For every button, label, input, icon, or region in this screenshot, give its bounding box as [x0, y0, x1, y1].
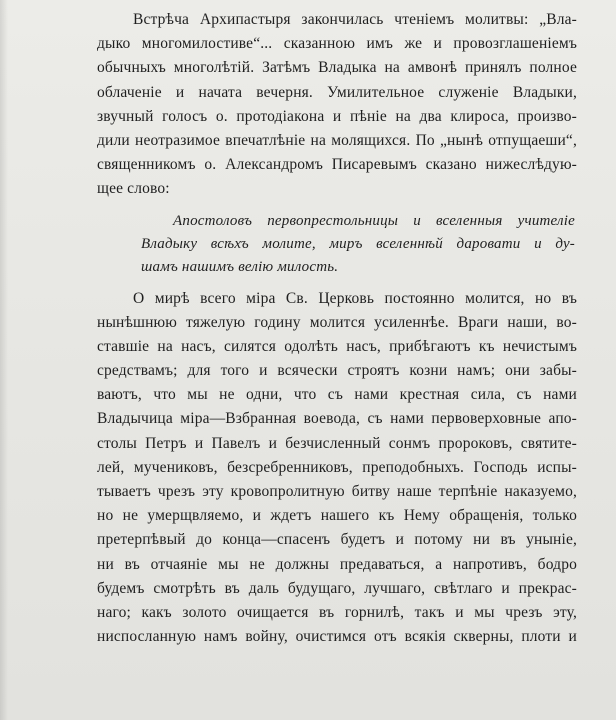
scripture-quote [97, 210, 577, 279]
text-line: Владычица міра—Взбранная воевода, съ нами первоверховные апо- [97, 410, 577, 428]
text-line: нынѣшнюю тяжелую годину молится усиленнѣе. Враги наши, во- [97, 313, 577, 331]
text-line: претерпѣвый до конца—спасенъ будетъ и потому ни въ уныніе, [97, 531, 577, 549]
text-line: будемъ смотрѣть въ даль будущаго, лучшаго, свѣтлаго и прекрас- [97, 579, 577, 597]
text-line: обычныхъ многолѣтій. Затѣмъ Владыка на амвонѣ принялъ полное [97, 59, 577, 77]
text-line: щее слово: [97, 180, 170, 198]
text-line: ваютъ, что мы не одни, что съ нами крестная сила, съ нами [97, 386, 577, 404]
page-text [97, 8, 577, 649]
quote-line: Владыку всѣхъ молите, миръ вселеннѣй даровати и ду- [141, 235, 575, 252]
text-line: тываетъ чрезъ эту кровопролитную битву наше терпѣніе наказуемо, [97, 483, 577, 500]
paragraph-2 [97, 287, 577, 650]
paragraph-gap [97, 202, 577, 210]
text-line: лей, мучениковъ, безсребренниковъ, преподобныхъ. Господь испы- [97, 458, 577, 476]
text-line: звучный голосъ о. протодіакона и пѣніе на два клироса, произво- [97, 107, 577, 125]
text-line: О мирѣ всего міра Св. Церковь постоянно молится, но въ [133, 289, 577, 307]
text-line: дили неотразимое впечатлѣніе на молящихся. По „нынѣ отпущаеши“, [97, 131, 577, 149]
quote-line: шамъ нашимъ велію милость. [141, 258, 339, 275]
text-line: столы Петръ и Павелъ и безчисленный сонмъ пророковъ, святите- [97, 434, 577, 452]
text-line: священникомъ о. Александромъ Писаревымъ сказано нижеслѣдую- [97, 156, 577, 174]
text-line: ни въ отчаяніе мы не должны предаваться, а напротивъ, бодро [97, 555, 577, 573]
text-line: ставшіе на насъ, силятся одолѣть насъ, прибѣгаютъ къ нечистымъ [97, 337, 577, 355]
text-line: средствамъ; для того и всячески строятъ козни намъ; они забы- [97, 362, 577, 380]
paragraph-1 [97, 8, 577, 202]
text-line: но не умерщвляемо, и ждетъ нашего къ Нему обращенія, только [97, 507, 577, 525]
paragraph-gap [97, 279, 577, 287]
quote-line: Апостоловъ первопрестольницы и вселенныя учителіе [173, 212, 575, 229]
text-line: облаченіе и начата вечерня. Умилительное служеніе Владыки, [97, 83, 577, 101]
text-line: наго; какъ золото очищается въ горнилѣ, такъ и мы чрезъ эту, [97, 603, 577, 621]
text-line: Встрѣча Архипастыря закончилась чтеніемъ молитвы: „Вла- [133, 11, 577, 28]
text-line: дыко многомилостиве“... сказанною имъ же и провозглашеніемъ [97, 35, 577, 53]
text-line: ниспосланную намъ войну, очистимся отъ всякія скверны, плоти и [97, 628, 577, 646]
page-gutter-shadow [0, 0, 8, 720]
